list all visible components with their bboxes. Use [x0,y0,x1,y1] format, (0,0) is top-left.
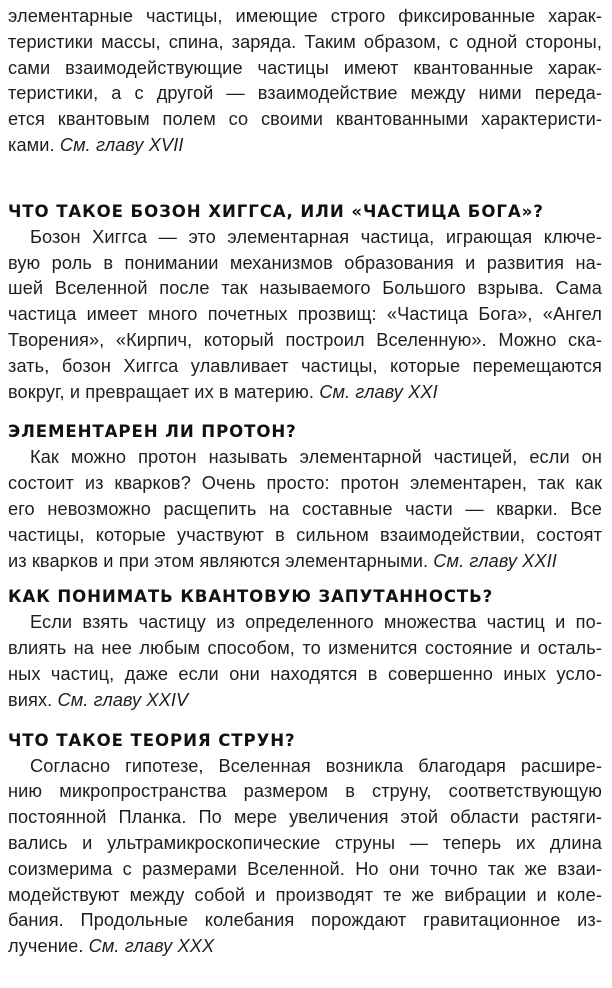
text-line: частицы, которые участвуют в сильном взаимодействии, состоят [8,524,602,545]
text-line: вую роль в понимании механизмов образования и развития на- [8,252,602,273]
section-heading: ЧТО ТАКОЕ ТЕОРИЯ СТРУН? [8,730,296,750]
text-line: Если взять частицу из определенного множества частиц и по- [30,612,602,633]
section-heading: КАК ПОНИМАТЬ КВАНТОВУЮ ЗАПУТАННОСТЬ? [8,587,494,607]
section-quantum-entanglement [8,584,602,713]
text-line: модействуют между собой и производят те же вибрации и коле- [8,884,602,905]
text-line: Бозон Хиггса — это элементарная частица, играющая ключе- [30,226,602,247]
chapter-reference: См. главу XXIV [57,689,189,710]
text-line: ется квантовым полем со своими квантованными характеристи- [8,109,602,130]
text-line: бания. Продольные колебания порождают гравитационное из- [8,910,602,931]
line-text: виях. [8,689,53,710]
section-higgs-boson [8,199,602,406]
line-text: ками. [8,134,55,155]
text-line: шей Вселенной после так называемого Большого взрыва. Сама [8,278,602,299]
text-line: нию микропространства размером в струну, соответствующую [8,781,602,802]
text-line: теристики массы, спина, заряда. Таким образом, с одной стороны, [8,31,602,52]
text-line: Как можно протон называть элементарной частицей, если он [30,447,602,468]
text-line-last [8,133,602,159]
section-proton [8,419,602,574]
chapter-reference: См. главу XXI [319,381,438,402]
text-line: сами взаимодействующие частицы имеют квантованные харак- [8,57,602,78]
chapter-reference: См. главу XXII [433,550,557,571]
line-text: лучение. [8,936,84,957]
text-line-last [8,549,602,575]
text-line: его невозможно расщепить на составные части — кварки. Все [8,498,602,519]
text-line: частица имеет много почетных прозвищ: «Частица Бога», «Ангел [8,304,602,325]
section-heading: ЭЛЕМЕНТАРЕН ЛИ ПРОТОН? [8,422,297,442]
text-line: вались и ультрамикроскопические струны — теперь их длина [8,832,602,853]
text-line: постоянной Планка. По мере увеличения этой области растяги- [8,807,602,828]
text-line: элементарные частицы, имеющие строго фиксированные харак- [8,6,602,26]
text-line-last [8,688,602,714]
intro-paragraph [8,4,602,159]
text-line: Творения», «Кирпич, который построил Вселенную». Можно ска- [8,329,602,350]
text-line: соизмерима с размерами Вселенной. Но они точно так же взаи- [8,858,602,879]
text-line-last [8,934,602,960]
line-text: из кварков и при этом являются элементарными. [8,550,429,571]
text-line-last [8,380,602,406]
chapter-reference: См. главу XXX [88,936,215,957]
text-line: зать, бозон Хиггса улавливает частицы, которые перемещаются [8,355,602,376]
section-string-theory [8,728,602,960]
chapter-reference: См. главу XVII [59,134,184,155]
book-page [8,4,602,960]
text-line: влиять на нее любым способом, то изменится состояние и осталь- [8,638,602,659]
line-text: вокруг, и превращает их в материю. [8,381,315,402]
text-line: состоит из кварков? Очень просто: протон элементарен, так как [8,473,602,494]
text-line: теристики, а с другой — взаимодействие между ними переда- [8,83,602,104]
text-line: ных частиц, даже если они находятся в совершенно иных усло- [8,663,602,684]
section-heading: ЧТО ТАКОЕ БОЗОН ХИГГСА, ИЛИ «ЧАСТИЦА БОГА»? [8,201,544,221]
text-line: Согласно гипотезе, Вселенная возникла благодаря расшире- [30,755,602,776]
